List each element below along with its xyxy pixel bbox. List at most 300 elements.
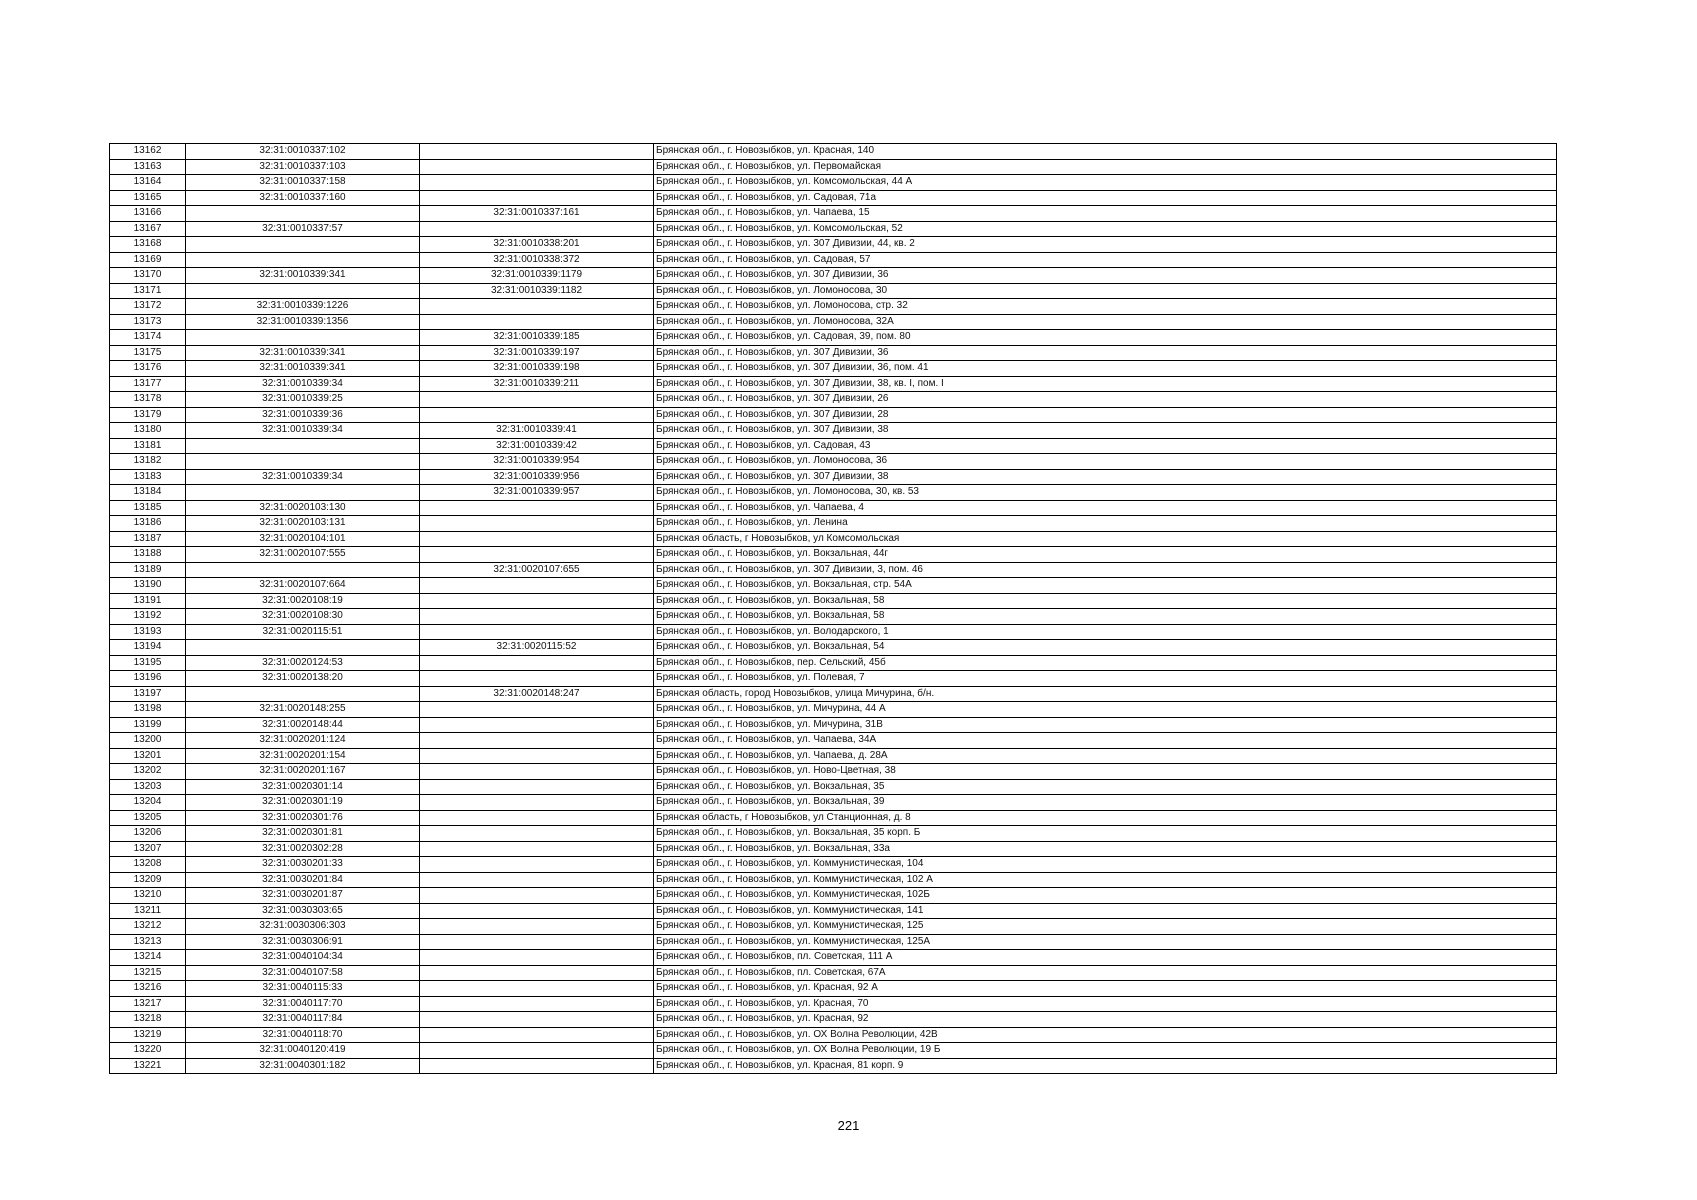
cadastral-number-parcel-cell: 32:31:0010339:341 [186,345,420,361]
address-cell: Брянская обл., г. Новозыбков, ул. Володарского, 1 [654,624,1557,640]
row-number-cell: 13168 [110,237,186,253]
cadastral-number-object-cell [420,857,654,873]
cadastral-number-object-cell [420,314,654,330]
table-row [110,826,1557,842]
cadastral-number-parcel-cell: 32:31:0010339:1356 [186,314,420,330]
row-number-cell: 13206 [110,826,186,842]
cadastral-number-object-cell [420,872,654,888]
address-cell: Брянская обл., г. Новозыбков, ул. Полевая, 7 [654,671,1557,687]
cadastral-number-object-cell [420,1027,654,1043]
address-cell: Брянская обл., г. Новозыбков, ул. Вокзальная, 35 [654,779,1557,795]
cadastral-number-parcel-cell: 32:31:0020301:76 [186,810,420,826]
table-row [110,686,1557,702]
cadastral-number-parcel-cell: 32:31:0020301:81 [186,826,420,842]
table-row [110,500,1557,516]
cadastral-number-parcel-cell: 32:31:0030306:303 [186,919,420,935]
table-row [110,919,1557,935]
row-number-cell: 13219 [110,1027,186,1043]
row-number-cell: 13209 [110,872,186,888]
address-cell: Брянская обл., г. Новозыбков, ул. Красная, 92 А [654,981,1557,997]
cadastral-number-object-cell: 32:31:0010339:42 [420,438,654,454]
cadastral-number-parcel-cell: 32:31:0010337:103 [186,159,420,175]
table-row [110,733,1557,749]
cadastral-number-object-cell [420,609,654,625]
row-number-cell: 13195 [110,655,186,671]
address-cell: Брянская обл., г. Новозыбков, ул. 307 Дивизии, 28 [654,407,1557,423]
cadastral-number-object-cell [420,826,654,842]
table-row [110,950,1557,966]
address-cell: Брянская обл., г. Новозыбков, ул. Ново-Цветная, 38 [654,764,1557,780]
row-number-cell: 13187 [110,531,186,547]
cadastral-number-object-cell [420,144,654,160]
cadastral-number-object-cell [420,841,654,857]
cadastral-number-object-cell: 32:31:0020107:655 [420,562,654,578]
cadastral-number-object-cell: 32:31:0010339:41 [420,423,654,439]
table-row [110,330,1557,346]
table-row [110,159,1557,175]
address-cell: Брянская область, город Новозыбков, улица Мичурина, б/н. [654,686,1557,702]
table-row [110,841,1557,857]
table-row [110,671,1557,687]
cadastral-number-parcel-cell: 32:31:0020108:19 [186,593,420,609]
row-number-cell: 13162 [110,144,186,160]
cadastral-number-object-cell: 32:31:0020115:52 [420,640,654,656]
table-row [110,237,1557,253]
cadastral-number-parcel-cell [186,640,420,656]
cadastral-number-parcel-cell: 32:31:0010337:102 [186,144,420,160]
row-number-cell: 13215 [110,965,186,981]
cadastral-number-object-cell: 32:31:0010338:201 [420,237,654,253]
cadastral-number-object-cell: 32:31:0010339:956 [420,469,654,485]
cadastral-number-object-cell: 32:31:0010339:198 [420,361,654,377]
cadastral-number-object-cell: 32:31:0010339:957 [420,485,654,501]
row-number-cell: 13186 [110,516,186,532]
address-cell: Брянская обл., г. Новозыбков, ул. Чапаева, 4 [654,500,1557,516]
row-number-cell: 13201 [110,748,186,764]
cadastral-number-object-cell [420,888,654,904]
cadastral-number-object-cell [420,981,654,997]
table-row [110,407,1557,423]
row-number-cell: 13173 [110,314,186,330]
address-cell: Брянская обл., г. Новозыбков, ул. Красная, 92 [654,1012,1557,1028]
address-cell: Брянская обл., г. Новозыбков, ул. Красная, 70 [654,996,1557,1012]
cadastral-number-parcel-cell: 32:31:0030201:33 [186,857,420,873]
row-number-cell: 13175 [110,345,186,361]
cadastral-number-parcel-cell: 32:31:0020124:53 [186,655,420,671]
cadastral-number-parcel-cell: 32:31:0040301:182 [186,1058,420,1074]
address-cell: Брянская обл., г. Новозыбков, ул. Комсомольская, 52 [654,221,1557,237]
cadastral-number-object-cell: 32:31:0010339:197 [420,345,654,361]
cadastral-number-parcel-cell: 32:31:0040120:419 [186,1043,420,1059]
cadastral-number-parcel-cell [186,562,420,578]
table-row [110,314,1557,330]
cadastral-number-parcel-cell: 32:31:0010339:36 [186,407,420,423]
cadastral-number-parcel-cell: 32:31:0020108:30 [186,609,420,625]
cadastral-number-parcel-cell: 32:31:0010339:34 [186,469,420,485]
cadastral-number-parcel-cell: 32:31:0010339:341 [186,268,420,284]
cadastral-number-object-cell [420,624,654,640]
row-number-cell: 13181 [110,438,186,454]
row-number-cell: 13166 [110,206,186,222]
cadastral-number-object-cell [420,159,654,175]
cadastral-number-object-cell [420,764,654,780]
table-row [110,485,1557,501]
table-row [110,1058,1557,1074]
cadastral-number-parcel-cell: 32:31:0010337:160 [186,190,420,206]
table-row [110,810,1557,826]
address-cell: Брянская обл., г. Новозыбков, ул. Коммунистическая, 125 [654,919,1557,935]
cadastral-number-parcel-cell: 32:31:0020301:19 [186,795,420,811]
address-cell: Брянская область, г Новозыбков, ул Станционная, д. 8 [654,810,1557,826]
table-row [110,423,1557,439]
cadastral-number-parcel-cell: 32:31:0040104:34 [186,950,420,966]
cadastral-number-parcel-cell [186,330,420,346]
row-number-cell: 13210 [110,888,186,904]
address-cell: Брянская обл., г. Новозыбков, ул. Садовая, 57 [654,252,1557,268]
table-row [110,702,1557,718]
cadastral-number-object-cell [420,810,654,826]
cadastral-number-object-cell [420,717,654,733]
cadastral-number-object-cell: 32:31:0020148:247 [420,686,654,702]
cadastral-number-parcel-cell [186,237,420,253]
table-row [110,1027,1557,1043]
address-cell: Брянская обл., г. Новозыбков, ул. 307 Дивизии, 36, пом. 41 [654,361,1557,377]
cadastral-number-object-cell: 32:31:0010339:954 [420,454,654,470]
cadastral-number-parcel-cell [186,206,420,222]
cadastral-number-parcel-cell: 32:31:0020148:44 [186,717,420,733]
cadastral-number-object-cell [420,919,654,935]
row-number-cell: 13220 [110,1043,186,1059]
table-row [110,934,1557,950]
row-number-cell: 13188 [110,547,186,563]
table-row [110,469,1557,485]
cadastral-number-object-cell: 32:31:0010339:211 [420,376,654,392]
cadastral-number-object-cell [420,996,654,1012]
register-table-body [110,144,1557,1074]
address-cell: Брянская обл., г. Новозыбков, ул. Ленина [654,516,1557,532]
table-row [110,376,1557,392]
table-row [110,717,1557,733]
row-number-cell: 13185 [110,500,186,516]
address-cell: Брянская обл., г. Новозыбков, ул. Вокзальная, 54 [654,640,1557,656]
cadastral-number-parcel-cell: 32:31:0010339:34 [186,376,420,392]
table-row [110,252,1557,268]
row-number-cell: 13194 [110,640,186,656]
table-row [110,624,1557,640]
address-cell: Брянская обл., г. Новозыбков, пл. Советская, 111 А [654,950,1557,966]
cadastral-number-object-cell: 32:31:0010339:1182 [420,283,654,299]
row-number-cell: 13174 [110,330,186,346]
table-row [110,531,1557,547]
cadastral-number-parcel-cell: 32:31:0040115:33 [186,981,420,997]
address-cell: Брянская обл., г. Новозыбков, ул. Чапаева, 34А [654,733,1557,749]
address-cell: Брянская обл., г. Новозыбков, ул. Вокзальная, 58 [654,609,1557,625]
cadastral-number-parcel-cell [186,454,420,470]
table-row [110,965,1557,981]
address-cell: Брянская обл., г. Новозыбков, ул. Вокзальная, стр. 54А [654,578,1557,594]
cadastral-number-object-cell [420,671,654,687]
cadastral-number-parcel-cell: 32:31:0020104:101 [186,531,420,547]
cadastral-number-object-cell [420,500,654,516]
cadastral-number-object-cell [420,531,654,547]
cadastral-number-parcel-cell [186,438,420,454]
cadastral-number-parcel-cell: 32:31:0030306:91 [186,934,420,950]
cadastral-number-object-cell: 32:31:0010338:372 [420,252,654,268]
table-row [110,516,1557,532]
cadastral-number-parcel-cell: 32:31:0020302:28 [186,841,420,857]
table-row [110,190,1557,206]
cadastral-number-object-cell [420,1043,654,1059]
cadastral-number-object-cell [420,175,654,191]
address-cell: Брянская обл., г. Новозыбков, ул. Ломоносова, 32А [654,314,1557,330]
row-number-cell: 13213 [110,934,186,950]
address-cell: Брянская обл., г. Новозыбков, ул. Ломоносова, 36 [654,454,1557,470]
table-row [110,206,1557,222]
cadastral-number-object-cell [420,516,654,532]
row-number-cell: 13192 [110,609,186,625]
address-cell: Брянская обл., г. Новозыбков, ул. Коммунистическая, 102 А [654,872,1557,888]
cadastral-number-parcel-cell: 32:31:0040117:70 [186,996,420,1012]
row-number-cell: 13163 [110,159,186,175]
address-cell: Брянская область, г Новозыбков, ул Комсомольская [654,531,1557,547]
cadastral-number-object-cell [420,190,654,206]
table-row [110,872,1557,888]
address-cell: Брянская обл., г. Новозыбков, ул. Ломоносова, стр. 32 [654,299,1557,315]
cadastral-number-object-cell [420,748,654,764]
row-number-cell: 13197 [110,686,186,702]
table-row [110,578,1557,594]
address-cell: Брянская обл., г. Новозыбков, ул. Мичурина, 31В [654,717,1557,733]
table-row [110,562,1557,578]
row-number-cell: 13169 [110,252,186,268]
row-number-cell: 13212 [110,919,186,935]
cadastral-number-object-cell [420,795,654,811]
address-cell: Брянская обл., г. Новозыбков, ул. Вокзальная, 44г [654,547,1557,563]
address-cell: Брянская обл., г. Новозыбков, ул. Чапаева, 15 [654,206,1557,222]
row-number-cell: 13216 [110,981,186,997]
address-cell: Брянская обл., г. Новозыбков, ул. Садовая, 71а [654,190,1557,206]
address-cell: Брянская обл., г. Новозыбков, ул. Комсомольская, 44 А [654,175,1557,191]
table-row [110,392,1557,408]
row-number-cell: 13199 [110,717,186,733]
row-number-cell: 13165 [110,190,186,206]
table-row [110,547,1557,563]
table-row [110,655,1557,671]
cadastral-number-parcel-cell: 32:31:0020103:131 [186,516,420,532]
row-number-cell: 13203 [110,779,186,795]
cadastral-number-parcel-cell: 32:31:0010339:25 [186,392,420,408]
row-number-cell: 13180 [110,423,186,439]
cadastral-number-parcel-cell: 32:31:0020201:154 [186,748,420,764]
row-number-cell: 13176 [110,361,186,377]
row-number-cell: 13205 [110,810,186,826]
address-cell: Брянская обл., г. Новозыбков, пл. Советская, 67А [654,965,1557,981]
cadastral-number-object-cell [420,702,654,718]
cadastral-number-parcel-cell: 32:31:0020201:124 [186,733,420,749]
cadastral-number-parcel-cell [186,252,420,268]
cadastral-number-parcel-cell [186,283,420,299]
row-number-cell: 13217 [110,996,186,1012]
address-cell: Брянская обл., г. Новозыбков, ул. Вокзальная, 35 корп. Б [654,826,1557,842]
row-number-cell: 13204 [110,795,186,811]
address-cell: Брянская обл., г. Новозыбков, ул. ОХ Волна Революции, 42В [654,1027,1557,1043]
row-number-cell: 13171 [110,283,186,299]
cadastral-number-object-cell [420,593,654,609]
cadastral-number-object-cell [420,1058,654,1074]
cadastral-number-parcel-cell: 32:31:0030201:87 [186,888,420,904]
address-cell: Брянская обл., г. Новозыбков, ул. Коммунистическая, 141 [654,903,1557,919]
address-cell: Брянская обл., г. Новозыбков, ул. 307 Дивизии, 26 [654,392,1557,408]
table-row [110,268,1557,284]
address-cell: Брянская обл., г. Новозыбков, ул. 307 Дивизии, 36 [654,345,1557,361]
row-number-cell: 13172 [110,299,186,315]
row-number-cell: 13167 [110,221,186,237]
address-cell: Брянская обл., г. Новозыбков, ул. Вокзальная, 39 [654,795,1557,811]
cadastral-number-object-cell [420,1012,654,1028]
table-row [110,454,1557,470]
table-row [110,361,1557,377]
page-number: 221 [837,1118,860,1133]
table-row [110,345,1557,361]
row-number-cell: 13190 [110,578,186,594]
cadastral-number-object-cell [420,221,654,237]
cadastral-number-parcel-cell: 32:31:0030303:65 [186,903,420,919]
cadastral-number-object-cell [420,965,654,981]
cadastral-number-parcel-cell [186,686,420,702]
cadastral-number-parcel-cell: 32:31:0020107:555 [186,547,420,563]
address-cell: Брянская обл., г. Новозыбков, ул. 307 Дивизии, 36 [654,268,1557,284]
table-row [110,748,1557,764]
table-row [110,438,1557,454]
row-number-cell: 13207 [110,841,186,857]
cadastral-number-parcel-cell: 32:31:0020301:14 [186,779,420,795]
address-cell: Брянская обл., г. Новозыбков, ул. Первомайская [654,159,1557,175]
cadastral-number-object-cell [420,392,654,408]
address-cell: Брянская обл., г. Новозыбков, ул. 307 Дивизии, 3, пом. 46 [654,562,1557,578]
cadastral-number-parcel-cell: 32:31:0010339:1226 [186,299,420,315]
address-cell: Брянская обл., г. Новозыбков, ул. ОХ Волна Революции, 19 Б [654,1043,1557,1059]
row-number-cell: 13198 [110,702,186,718]
address-cell: Брянская обл., г. Новозыбков, ул. Ломоносова, 30, кв. 53 [654,485,1557,501]
address-cell: Брянская обл., г. Новозыбков, ул. Мичурина, 44 А [654,702,1557,718]
row-number-cell: 13200 [110,733,186,749]
table-row [110,981,1557,997]
cadastral-number-object-cell [420,547,654,563]
address-cell: Брянская обл., г. Новозыбков, ул. 307 Дивизии, 38 [654,469,1557,485]
address-cell: Брянская обл., г. Новозыбков, пер. Сельский, 45б [654,655,1557,671]
row-number-cell: 13182 [110,454,186,470]
row-number-cell: 13191 [110,593,186,609]
address-cell: Брянская обл., г. Новозыбков, ул. Садовая, 43 [654,438,1557,454]
table-row [110,903,1557,919]
cadastral-number-object-cell: 32:31:0010339:185 [420,330,654,346]
table-row [110,996,1557,1012]
cadastral-number-parcel-cell [186,485,420,501]
table-row [110,299,1557,315]
cadastral-number-object-cell [420,407,654,423]
cadastral-number-object-cell [420,578,654,594]
table-row [110,888,1557,904]
cadastral-number-object-cell: 32:31:0010339:1179 [420,268,654,284]
table-row [110,640,1557,656]
row-number-cell: 13179 [110,407,186,423]
address-cell: Брянская обл., г. Новозыбков, ул. 307 Дивизии, 38, кв. I, пом. I [654,376,1557,392]
cadastral-number-parcel-cell: 32:31:0020107:664 [186,578,420,594]
cadastral-number-parcel-cell: 32:31:0040107:58 [186,965,420,981]
address-cell: Брянская обл., г. Новозыбков, ул. Красная, 140 [654,144,1557,160]
row-number-cell: 13196 [110,671,186,687]
cadastral-number-parcel-cell: 32:31:0010337:158 [186,175,420,191]
address-cell: Брянская обл., г. Новозыбков, ул. Коммунистическая, 102Б [654,888,1557,904]
cadastral-number-object-cell [420,779,654,795]
table-row [110,175,1557,191]
row-number-cell: 13177 [110,376,186,392]
cadastral-number-parcel-cell: 32:31:0030201:84 [186,872,420,888]
cadastral-number-parcel-cell: 32:31:0020148:255 [186,702,420,718]
address-cell: Брянская обл., г. Новозыбков, ул. Коммунистическая, 104 [654,857,1557,873]
table-row [110,1043,1557,1059]
address-cell: Брянская обл., г. Новозыбков, ул. Садовая, 39, пом. 80 [654,330,1557,346]
table-row [110,283,1557,299]
address-cell: Брянская обл., г. Новозыбков, ул. Красная, 81 корп. 9 [654,1058,1557,1074]
register-table [109,143,1557,1074]
cadastral-number-object-cell [420,934,654,950]
cadastral-number-parcel-cell: 32:31:0020138:20 [186,671,420,687]
address-cell: Брянская обл., г. Новозыбков, ул. 307 Дивизии, 44, кв. 2 [654,237,1557,253]
cadastral-number-parcel-cell: 32:31:0010339:34 [186,423,420,439]
cadastral-number-object-cell [420,903,654,919]
row-number-cell: 13218 [110,1012,186,1028]
row-number-cell: 13178 [110,392,186,408]
cadastral-number-parcel-cell: 32:31:0040118:70 [186,1027,420,1043]
row-number-cell: 13208 [110,857,186,873]
table-row [110,609,1557,625]
row-number-cell: 13211 [110,903,186,919]
cadastral-number-parcel-cell: 32:31:0010337:57 [186,221,420,237]
address-cell: Брянская обл., г. Новозыбков, ул. Чапаева, д. 28А [654,748,1557,764]
row-number-cell: 13189 [110,562,186,578]
cadastral-number-object-cell [420,950,654,966]
row-number-cell: 13202 [110,764,186,780]
cadastral-number-parcel-cell: 32:31:0040117:84 [186,1012,420,1028]
address-cell: Брянская обл., г. Новозыбков, ул. Коммунистическая, 125А [654,934,1557,950]
table-row [110,593,1557,609]
table-row [110,795,1557,811]
cadastral-number-parcel-cell: 32:31:0020103:130 [186,500,420,516]
address-cell: Брянская обл., г. Новозыбков, ул. Ломоносова, 30 [654,283,1557,299]
cadastral-number-object-cell [420,733,654,749]
cadastral-number-parcel-cell: 32:31:0020201:167 [186,764,420,780]
row-number-cell: 13164 [110,175,186,191]
cadastral-number-object-cell [420,299,654,315]
cadastral-number-parcel-cell: 32:31:0010339:341 [186,361,420,377]
table-row [110,857,1557,873]
table-row [110,779,1557,795]
row-number-cell: 13221 [110,1058,186,1074]
table-row [110,221,1557,237]
table-row [110,1012,1557,1028]
table-row [110,764,1557,780]
cadastral-number-object-cell [420,655,654,671]
row-number-cell: 13170 [110,268,186,284]
address-cell: Брянская обл., г. Новозыбков, ул. Вокзальная, 33а [654,841,1557,857]
cadastral-number-parcel-cell: 32:31:0020115:51 [186,624,420,640]
row-number-cell: 13183 [110,469,186,485]
row-number-cell: 13214 [110,950,186,966]
address-cell: Брянская обл., г. Новозыбков, ул. Вокзальная, 58 [654,593,1557,609]
address-cell: Брянская обл., г. Новозыбков, ул. 307 Дивизии, 38 [654,423,1557,439]
row-number-cell: 13193 [110,624,186,640]
